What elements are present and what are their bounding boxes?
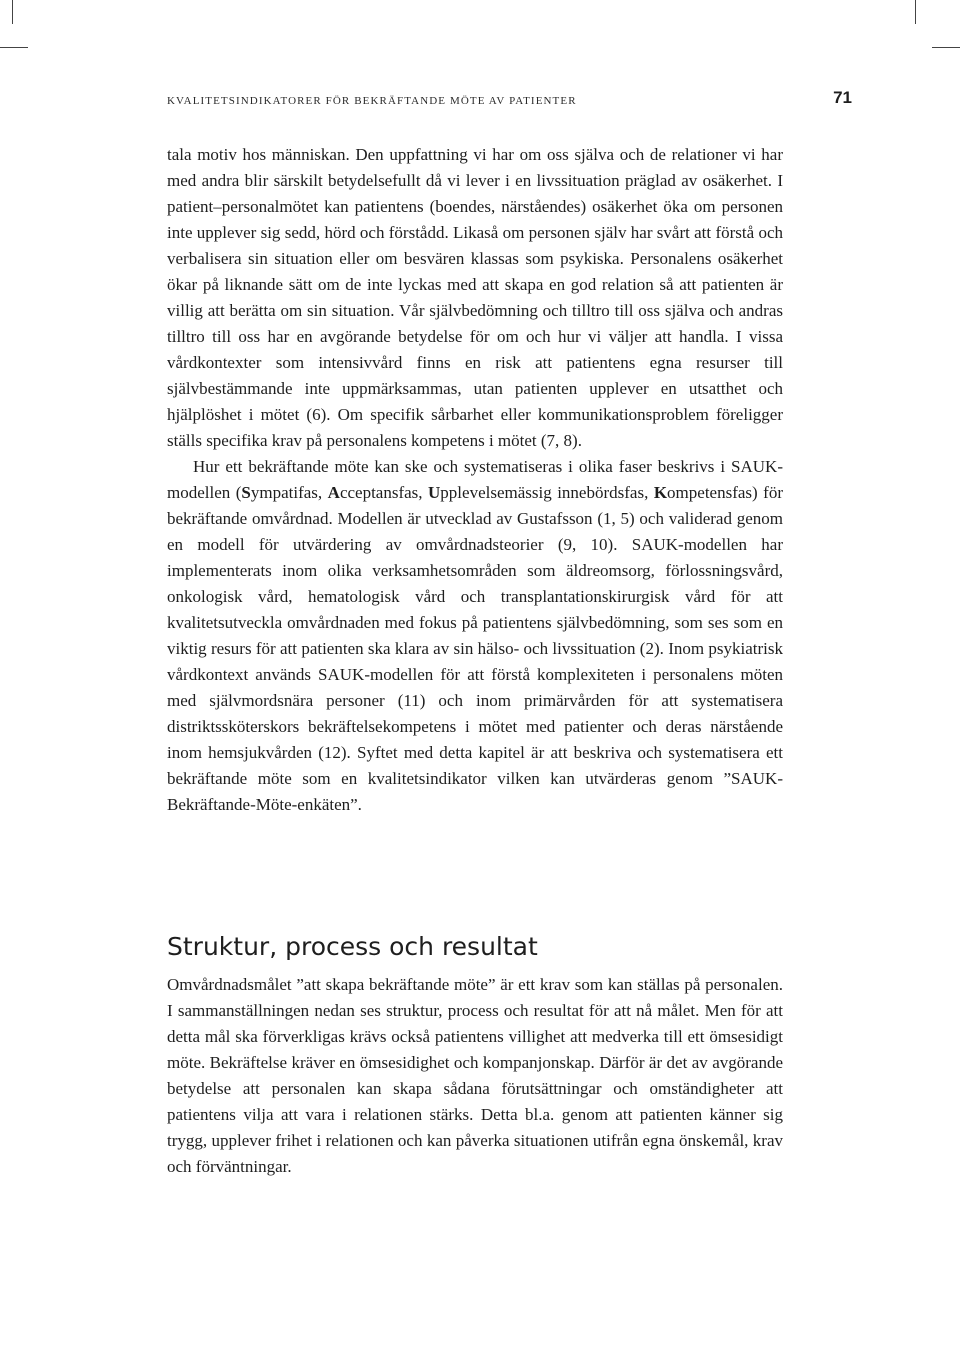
page-number: 71 — [833, 88, 852, 107]
paragraph-segment: tala motiv hos människan. Den uppfattning vi har om oss själva och de relationer vi har med andra blir särskilt betydelsefullt då vi lever i en livssituation präglad av osäkerhet. I patient–personalmötet kan patientens (boendes, närståendes) osäkerhet öka om personen inte upplever sig sedd, hörd och förstådd. Likaså om personen själv har svårt att förstå och verbalisera sin situation eller om besvären klassas som psykiska. Personalens osäkerhet ökar på liknande sätt om de inte lyckas med att skapa en god relation så att patienten är villig att berätta om sin situation. Vår självbedömning och tilltro till oss själva och andras tilltro till oss har en avgörande betydelse för om och hur vi väljer att handla. I vissa vårdkontexter som intensivvård finns en risk att patientens egna resurser till självbestämmande inte uppmärksammas, utan patienten upplever en utsatthet och hjälplöshet i mötet (6). Om specifik sårbarhet eller kommunikationsproblem föreligger ställs specifika krav på personalens kompetens i mötet (7, 8). — [167, 145, 783, 450]
paragraph-segment: cceptansfas, — [339, 483, 429, 502]
section-heading: Struktur, process och resultat — [167, 932, 538, 961]
acronym-letter-a: A — [327, 483, 340, 502]
paragraph-segment: Hur ett bekräftande möte kan ske och systematiseras i olika faser beskrivs i SAUK-modellen ( — [167, 457, 783, 502]
crop-mark — [0, 47, 28, 48]
acronym-letter-s: S — [241, 483, 251, 502]
paragraph-segment: ympatifas, — [250, 483, 328, 502]
paragraph-2 — [167, 454, 783, 818]
crop-mark — [932, 47, 960, 48]
body-text — [167, 142, 783, 818]
crop-mark — [915, 0, 916, 24]
acronym-letter-u: U — [428, 483, 441, 502]
paragraph-1 — [167, 142, 783, 454]
paragraph-segment: pplevelsemässig innebördsfas, — [440, 483, 654, 502]
running-head: KVALITETSINDIKATORER FÖR BEKRÄFTANDE MÖTE AV PATIENTER — [167, 95, 577, 107]
paragraph-3: Omvårdnadsmålet ”att skapa bekräftande möte” är ett krav som kan ställas på personalen. I sammanställningen nedan ses struktur, process och resultat för att nå målet. Men för att detta mål ska förverkligas krävs också patientens villighet att medverka till ett ömsesidigt möte. Bekräftelse kräver en ömsesidighet och kompanjonskap. Därför är det av avgörande betydelse att personalen kan skapa sådana förutsättningar och omständigheter att patientens vilja att vara i relationen stärks. Detta bl.a. genom att patienten känner sig trygg, upplever frihet i relationen och kan påverka situationen utifrån egna önskemål, krav och förväntningar. — [167, 975, 783, 1176]
acronym-letter-k: K — [653, 483, 668, 502]
section-body-text — [167, 972, 783, 1180]
crop-mark — [12, 0, 13, 24]
paragraph-segment: ompetensfas) för bekräftande omvårdnad. Modellen är utvecklad av Gustafsson (1, 5) och validerad genom en modell för utvärdering av omvårdnadsteorier (9, 10). SAUK-modellen har implementerats inom olika verksamhetsområden som äldreomsorg, förlossningsvård, onkologisk vård, hematologisk vård och transplantationskirurgisk vård för att kvalitetsutveckla omvårdnaden med fokus på patientens självbedömning, som ses som en viktig resurs för att patienten ska klara av sin hälso- och livssituation (2). Inom psykiatrisk vårdkontext används SAUK-modellen för att förstå komplexiteten i personalens möten med självmordsnära personer (11) och inom primärvården för att systematisera distriktssköterskors bekräftelsekompetens i mötet med patienter och deras närstående inom hemsjukvården (12). Syftet med detta kapitel är att beskriva och systematisera ett bekräftande möte som en kvalitetsindikator vilken kan utvärderas genom ”SAUK-Bekräftande-Möte-enkäten”. — [167, 483, 783, 814]
